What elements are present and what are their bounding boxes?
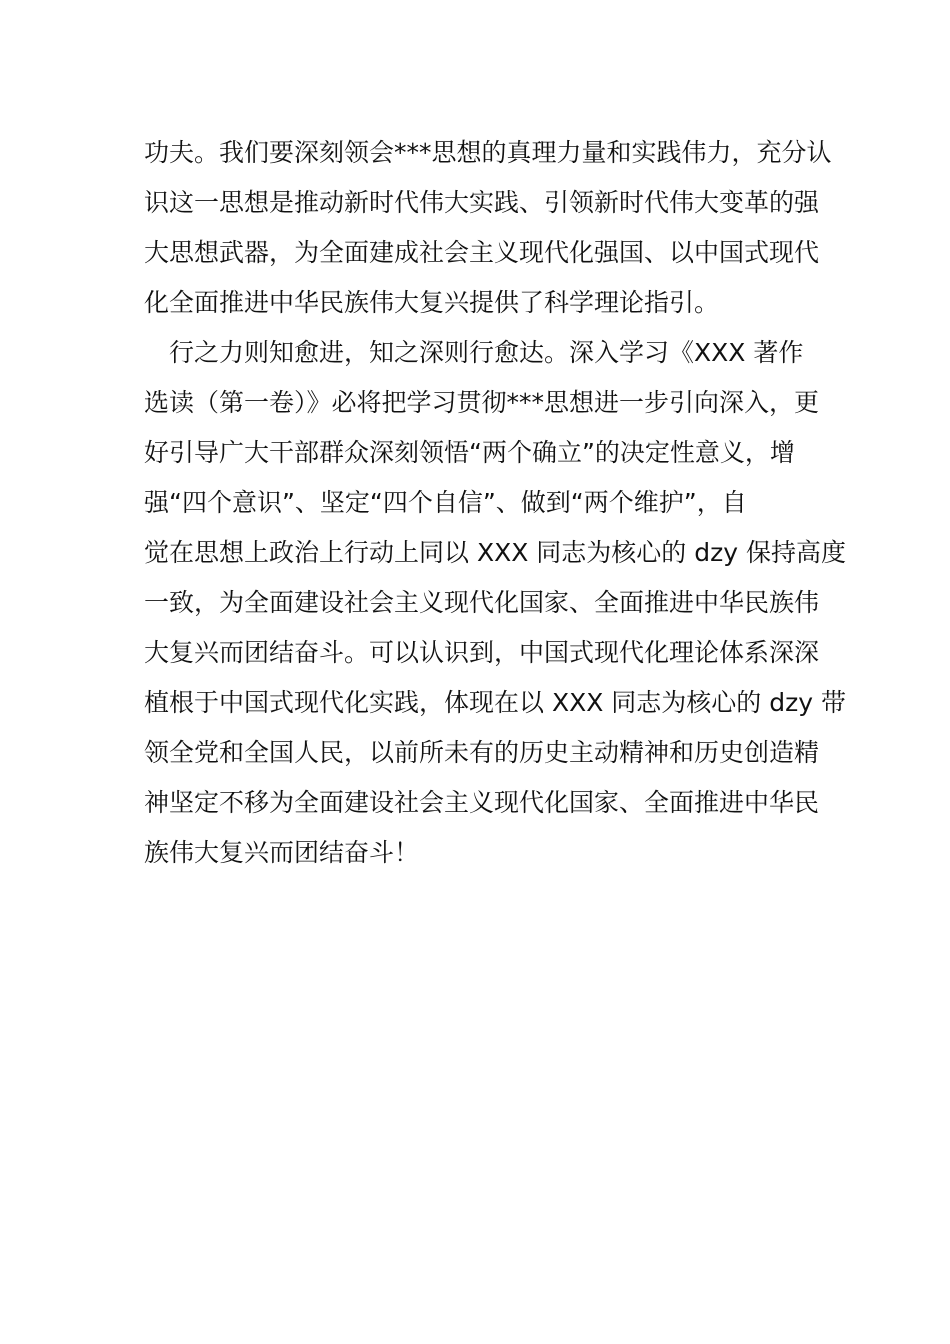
text-line: 植根于中国式现代化实践，体现在以 XXX 同志为核心的 dzy 带 <box>144 688 846 717</box>
text-line: 觉在思想上政治上行动上同以 XXX 同志为核心的 dzy 保持高度 <box>144 538 846 567</box>
text-line: 化全面推进中华民族伟大复兴提供了科学理论指引。 <box>144 288 720 317</box>
body-text <box>144 128 846 878</box>
text-line: 选读（第一卷）》必将把学习贯彻***思想进一步引向深入，更 <box>144 388 820 417</box>
text-line: 神坚定不移为全面建设社会主义现代化国家、全面推进中华民 <box>144 788 820 817</box>
text-line: 领全党和全国人民，以前所未有的历史主动精神和历史创造精 <box>144 738 820 767</box>
text-line: 大复兴而团结奋斗。可以认识到，中国式现代化理论体系深深 <box>144 638 820 667</box>
text-line: 强“四个意识”、坚定“四个自信”、做到“两个维护”，自 <box>144 488 747 517</box>
text-line: 族伟大复兴而团结奋斗！ <box>144 838 420 867</box>
text-line: 识这一思想是推动新时代伟大实践、引领新时代伟大变革的强 <box>144 188 820 217</box>
text-line: 一致，为全面建设社会主义现代化国家、全面推进中华民族伟 <box>144 588 820 617</box>
text-line: 功夫。我们要深刻领会***思想的真理力量和实践伟力，充分认 <box>144 138 832 167</box>
text-line: 好引导广大干部群众深刻领悟“两个确立”的决定性意义，增 <box>144 438 795 467</box>
text-line: 大思想武器，为全面建成社会主义现代化强国、以中国式现代 <box>144 238 820 267</box>
paragraph-first-line: 行之力则知愈进，知之深则行愈达。深入学习《XXX 著作 <box>144 338 804 367</box>
